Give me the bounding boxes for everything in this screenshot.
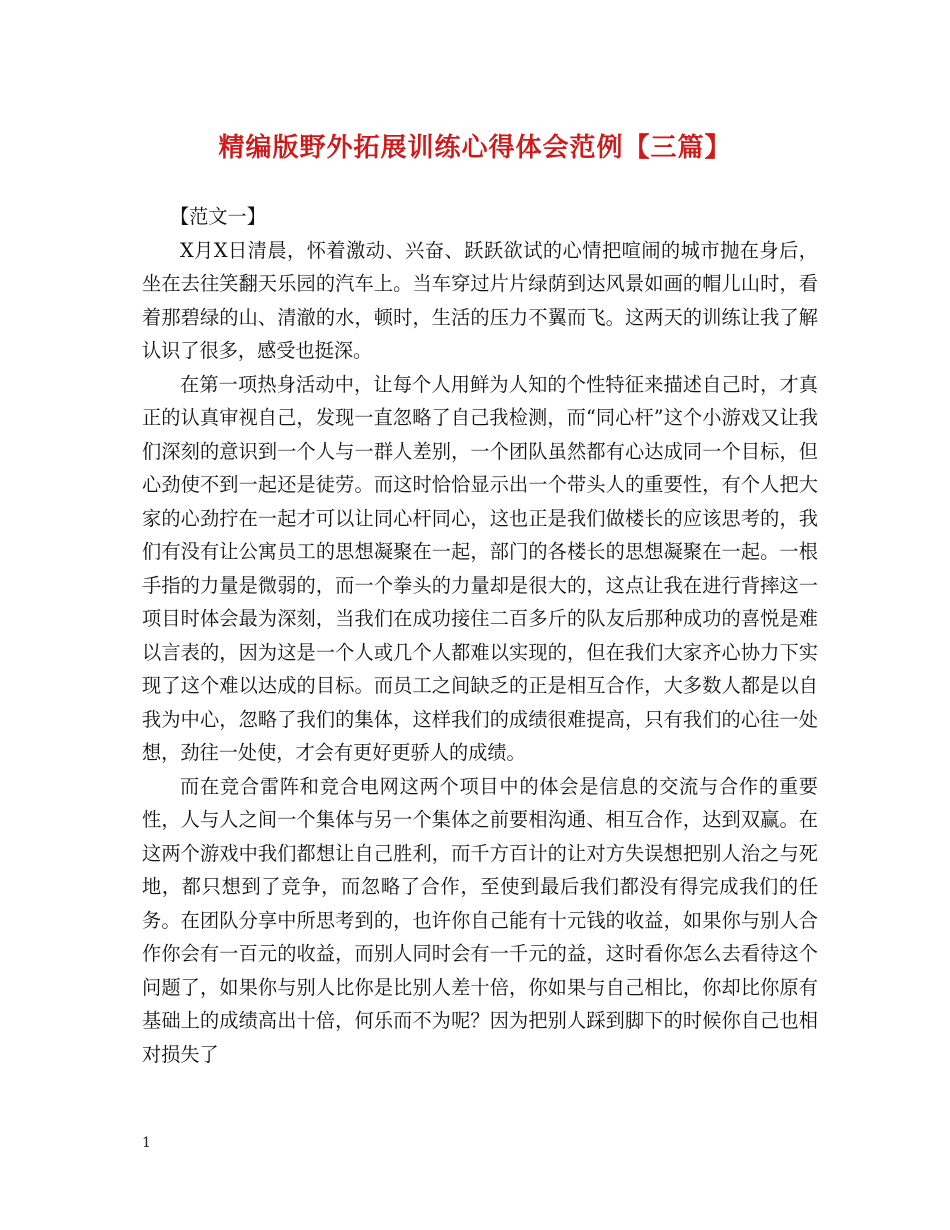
document-title: 精编版野外拓展训练心得体会范例【三篇】 [218,133,732,163]
page-number: 1 [142,1135,151,1151]
body-paragraph-1: X月X日清晨，怀着激动、兴奋、跃跃欲试的心情把喧闹的城市抛在身后，坐在去往笑翻天乐园的汽车上。当车穿过片片绿荫到达风景如画的帽儿山时，看着那碧绿的山、清澈的水，顿时，生活的压力不翼而飞。这两天的训练让我了解认识了很多，感受也挺深。 [142,238,818,362]
section-heading: 【范文一】 [170,205,266,228]
document-body [142,200,818,1071]
body-paragraph-2: 在第一项热身活动中，让每个人用鲜为人知的个性特征来描述自己时，才真正的认真审视自己，发现一直忽略了自己我检测，而“同心杆”这个小游戏又让我们深刻的意识到一个人与一群人差别，一个团队虽然都有心达成同一个目标，但心劲使不到一起还是徒劳。而这时恰恰显示出一个带头人的重要性，有个人把大家的心劲拧在一起才可以让同心杆同心，这也正是我们做楼长的应该思考的，我们有没有让公寓员工的思想凝聚在一起，部门的各楼长的思想凝聚在一起。一根手指的力量是微弱的，而一个拳头的力量却是很大的，这点让我在进行背摔这一项目时体会最为深刻，当我们在成功接住二百多斤的队友后那种成功的喜悦是难以言表的，因为这是一个人或几个人都难以实现的，但在我们大家齐心协力下实现了这个难以达成的目标。而员工之间缺乏的正是相互合作，大多数人都是以自我为中心，忽略了我们的集体，这样我们的成绩很难提高，只有我们的心往一处想，劲往一处使，才会有更好更骄人的成绩。 [142,372,818,764]
body-paragraph-3: 而在竞合雷阵和竞合电网这两个项目中的体会是信息的交流与合作的重要性，人与人之间一个集体与另一个集体之前要相沟通、相互合作，达到双赢。在这两个游戏中我们都想让自己胜利，而千方百计的让对方失误想把别人治之与死地，都只想到了竞争，而忽略了合作，至使到最后我们都没有得完成我们的任务。在团队分享中所思考到的，也许你自己能有十元钱的收益，如果你与别人合作你会有一百元的收益，而别人同时会有一千元的益，这时看你怎么去看待这个问题了，如果你与别人比你是比别人差十倍，你如果与自己相比，你却比你原有基础上的成绩高出十倍，何乐而不为呢？因为把别人踩到脚下的时候你自己也相对损失了 [142,774,818,1066]
